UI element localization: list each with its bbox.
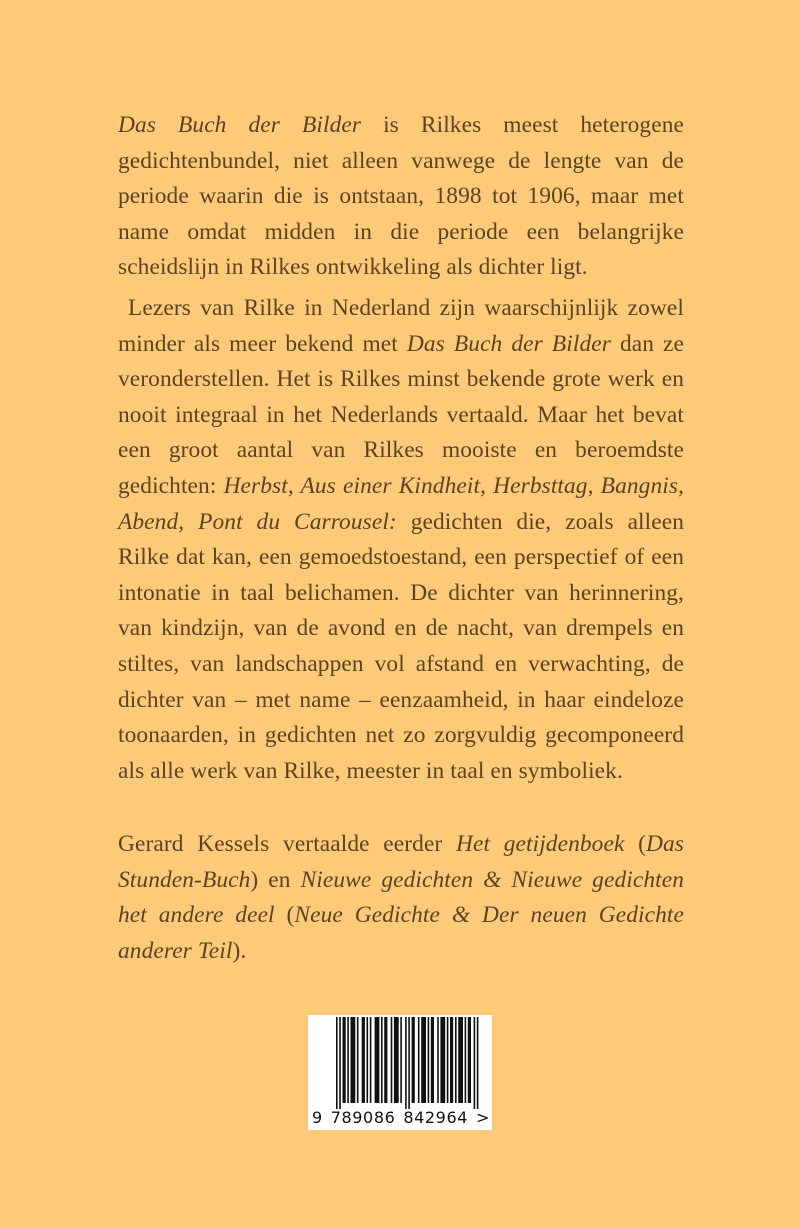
original-title: Neue Gedichte & Der neuen Gedichte anderer Teil <box>118 902 684 965</box>
quiet-zone-marker: > <box>475 1108 490 1127</box>
back-cover-text <box>118 108 684 970</box>
bio-text: ) en <box>250 866 301 893</box>
bio-text: ( <box>274 902 295 929</box>
paragraph-text: Lezers van Rilke in Nederland zijn waarschijnlijk zowel minder als meer bekend met <box>118 294 684 357</box>
translator-bio <box>118 827 684 969</box>
blurb-paragraph-1 <box>118 108 684 286</box>
book-title: Das Buch der Bilder <box>406 330 611 357</box>
blurb-paragraph-2 <box>118 291 684 789</box>
isbn-barcode <box>308 1015 492 1130</box>
paragraph-text: dan ze veronderstellen. Het is Rilkes minst bekende grote werk en nooit integraal in het Nederlands vertaald. Maar het bevat een groot aantal van Rilkes mooiste en beroemdste gedichten: <box>118 330 685 499</box>
book-title: Het getijdenboek <box>455 831 625 858</box>
book-title: Das Buch der Bilder <box>118 112 362 138</box>
bio-text: Gerard Kessels vertaalde eerder <box>118 831 456 858</box>
barcode-bars <box>336 1017 482 1109</box>
paragraph-text: is Rilkes meest heterogene gedichtenbundel, niet alleen vanwege de lengte van de periode waarin die is ontstaan, 1898 tot 1906, maar met name omdat midden in die periode een belangrijke scheidslijn in Rilkes ontwikkeling als dichter ligt. <box>118 112 684 281</box>
poem-titles: Herbst, Aus einer Kindheit, Herbsttag, Bangnis, Abend, Pont du Carrousel: <box>118 472 684 535</box>
isbn-prefix-digit: 9 <box>312 1108 323 1127</box>
bio-text: ). <box>232 938 247 965</box>
bio-text: ( <box>624 831 646 858</box>
isbn-right-group: 842964 <box>403 1108 469 1127</box>
original-title: Das Stunden-Buch <box>118 831 684 893</box>
isbn-number <box>312 1109 490 1127</box>
book-title: Nieuwe gedichten & Nieuwe gedichten het andere deel <box>118 866 684 929</box>
isbn-left-group: 789086 <box>330 1108 396 1127</box>
paragraph-text: gedichten die, zoals alleen Rilke dat kan, een gemoedstoestand, een perspectief of een intonatie in taal belichamen. De dichter van herinnering, van kindzijn, van de avond en de nacht, van drempels en stiltes, van landschappen vol afstand en verwachting, de dichter van – met name – eenzaamheid, in haar eindeloze toonaarden, in gedichten net zo zorgvuldig gecomponeerd als alle werk van Rilke, meester in taal en symboliek. <box>118 508 685 784</box>
